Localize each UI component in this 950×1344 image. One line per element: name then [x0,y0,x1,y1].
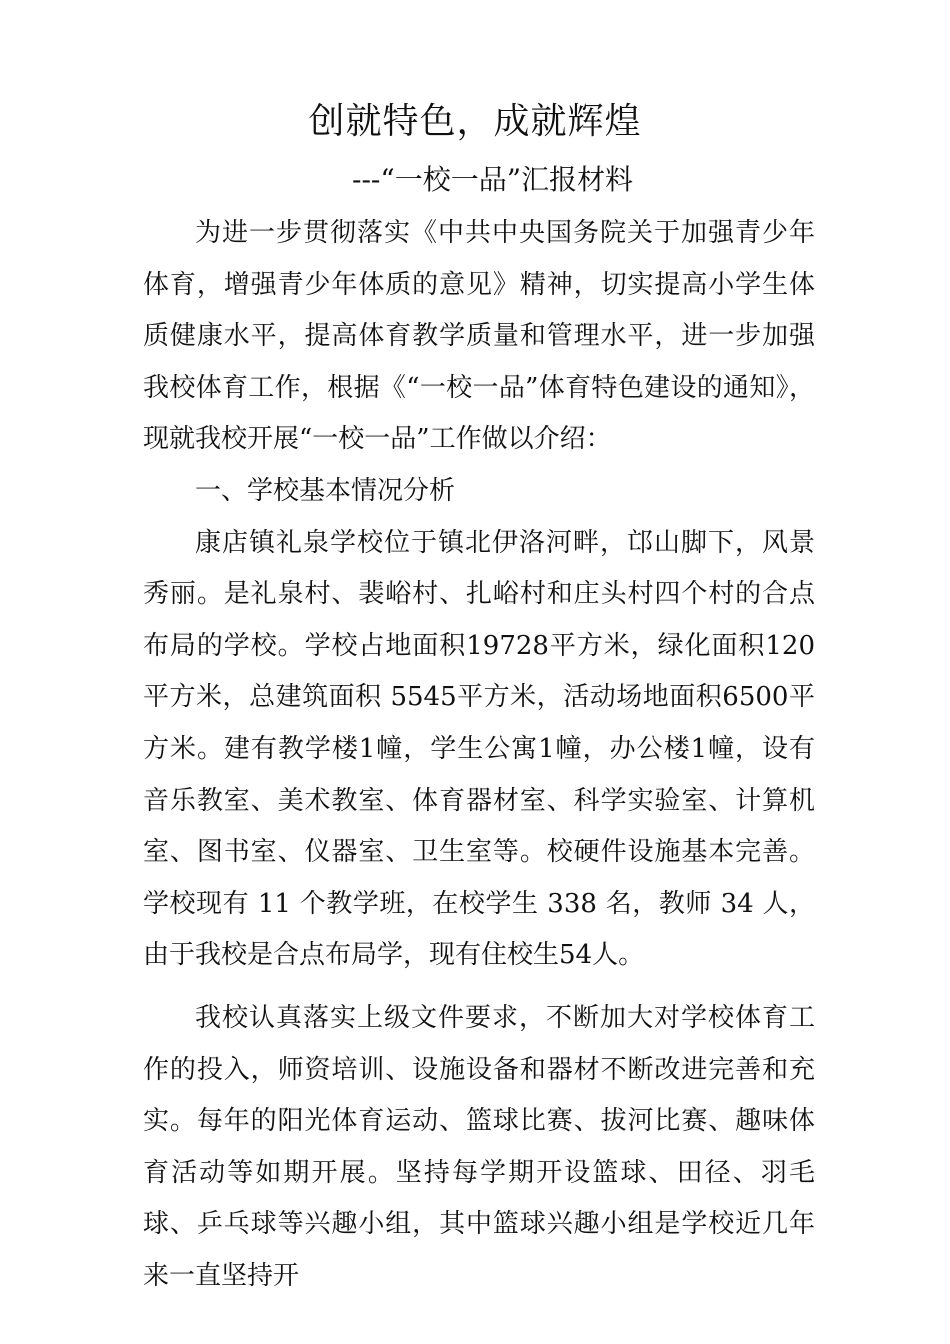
document-title: 创就特色，成就辉煌 [308,101,642,142]
document-subtitle: ---“一校一品”汇报材料 [352,163,634,196]
sports-work-paragraph: 我校认真落实上级文件要求，不断加大对学校体育工作的投入，师资培训、设施设备和器材不断改进完善和充实。每年的阳光体育运动、篮球比赛、拔河比赛、趣味体育活动等如期开展。坚持每学期开设篮球、田径、羽毛球、乒乓球等兴趣小组，其中篮球兴趣小组是学校近几年来一直坚持开 [143,1002,815,1291]
document-body [143,208,815,1302]
school-overview-paragraph: 康店镇礼泉学校位于镇北伊洛河畔，邙山脚下，风景秀丽。是礼泉村、裴峪村、扎峪村和庄头村四个村的合点布局的学校。学校占地面积19728平方米，绿化面积120平方米，总建筑面积 5545平方米，活动场地面积6500平方米。建有教学楼1幢，学生公寓1幢，办公楼1幢，设有音乐教室、美术教室、体育器材室、科学实验室、计算机室、图书室、仪器室、卫生室等。校硬件设施基本完善。学校现有 11 个教学班，在校学生 338 名，教师 34 人，由于我校是合点布局学，现有住校生54人。 [143,527,815,971]
section-heading: 一、学校基本情况分析 [195,475,456,506]
intro-paragraph: 为进一步贯彻落实《中共中央国务院关于加强青少年体育，增强青少年体质的意见》精神，切实提高小学生体质健康水平，提高体育教学质量和管理水平，进一步加强我校体育工作，根据《“一校一品”体育特色建设的通知》，现就我校开展“一校一品”工作做以介绍： [143,218,815,455]
